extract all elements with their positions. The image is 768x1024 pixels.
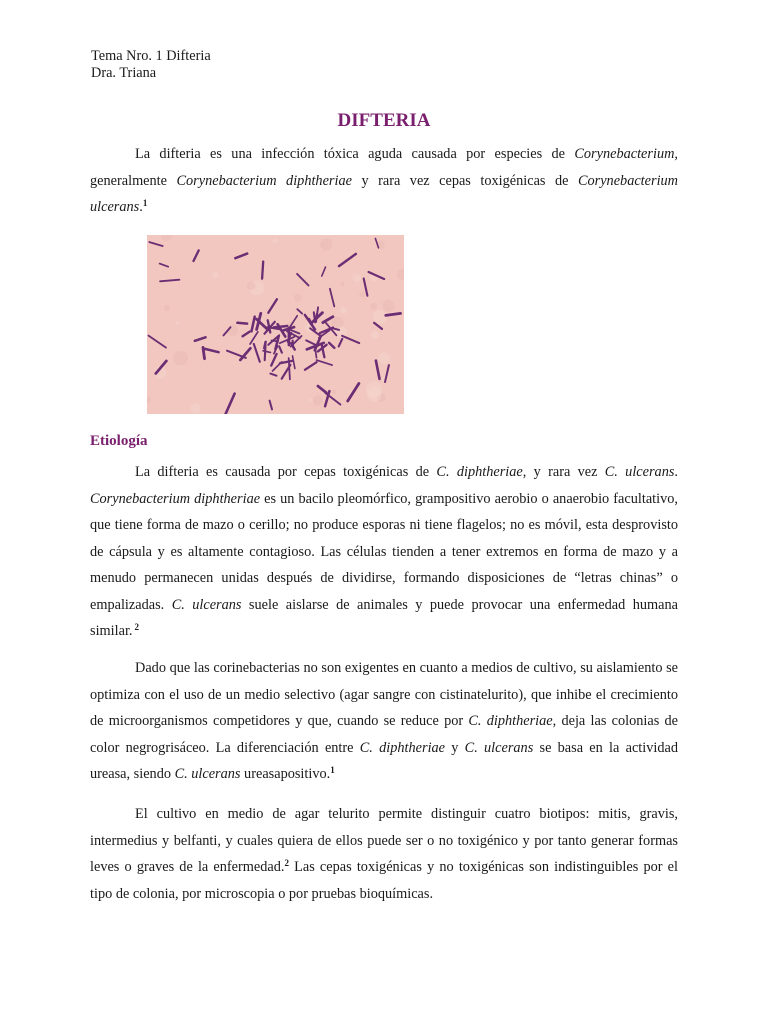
- stain-texture: [313, 395, 323, 405]
- stain-texture: [294, 294, 302, 302]
- etiologia-paragraph-2: Dado que las corinebacterias no son exigentes en cuanto a medios de cultivo, su aislamiento se optimiza con el uso de un medio selectivo (agar sangre con cistinatelurito), que inhibe el crecimiento de microorganismos competidores y que, cuando se reduce por C. diphtheriae, deja las colonias de color negrogrisáceo. La diferenciación entre C. diphtheriae y C. ulcerans se basa en la actividad ureasa, siendo C. ulcerans ureasapositivo.$^1$: [90, 660, 678, 782]
- header-topic: Tema Nro. 1 Difteria: [91, 48, 211, 64]
- etiologia-paragraph-3: El cultivo en medio de agar telurito permite distinguir cuatro biotipos: mitis, gravis, intermedius y belfanti, y cuales quiera de ellos puede ser o no toxigénico y por tanto generar formas leves o graves de la enfermedad.$^2$ Las cepas toxigénicas y no toxigénicas son indistinguibles por el tipo de colonia, por microscopia o por pruebas bioquímicas.: [90, 806, 678, 902]
- citation-ref: 2: [134, 622, 139, 632]
- stain-texture: [382, 300, 394, 312]
- document-title: DIFTERIA: [337, 110, 431, 131]
- stain-texture: [340, 307, 347, 314]
- stain-texture: [190, 403, 201, 414]
- stain-texture: [247, 282, 255, 290]
- stain-texture: [332, 390, 337, 395]
- page-header: [91, 48, 211, 82]
- stain-texture: [359, 292, 365, 298]
- stain-texture: [173, 351, 188, 366]
- stain-texture: [212, 272, 219, 279]
- stain-texture: [370, 303, 377, 310]
- bacillus: [386, 313, 401, 315]
- intro-paragraph: La difteria es una infección tóxica aguda causada por especies de Corynebacterium, generalmente Corynebacterium diphtheriae y rara vez cepas toxigénicas de Corynebacterium ulcerans.$^1$: [90, 146, 679, 215]
- etiologia-paragraph-1: La difteria es causada por cepas toxigénicas de C. diphtheriae, y rara vez C. ulcerans. Corynebacterium diphtheriae es un bacilo pleomórfico, grampositivo aerobio o anaerobio facultativo, que tiene forma de mazo o cerillo; no produce esporas ni tiene flagelos; no es móvil, esta desprovisto de cápsula y es altamente contagioso. Las células tienden a tener extremos en forma de mazo y a menudo permanecen unidas después de dividirse, formando disposiciones de “letras chinas” o empalizadas. C. ulcerans suele aislarse de animales y puede provocar una enfermedad humana similar. $^2$: [90, 464, 678, 639]
- stain-texture: [272, 238, 277, 243]
- stain-texture: [309, 398, 313, 402]
- micrograph-background: [147, 235, 404, 414]
- citation-ref: 1: [330, 765, 335, 775]
- header-author: Dra. Triana: [91, 65, 157, 81]
- stain-texture: [175, 321, 179, 325]
- bacillus: [237, 323, 247, 324]
- stain-texture: [371, 331, 379, 339]
- stain-texture: [320, 239, 332, 251]
- citation-ref: 2: [284, 858, 289, 868]
- stain-texture: [378, 352, 390, 364]
- stain-texture: [164, 305, 170, 311]
- bacillus: [264, 342, 265, 348]
- bacteria-micrograph: [147, 235, 404, 414]
- bacillus: [203, 347, 205, 358]
- intro-section: [90, 141, 678, 221]
- bacillus: [293, 341, 294, 348]
- section-heading-etiologia: Etiología: [90, 433, 148, 449]
- stain-texture: [366, 381, 382, 397]
- citation-ref: 1: [142, 198, 148, 208]
- bacillus: [262, 262, 263, 279]
- stain-texture: [341, 282, 345, 286]
- stain-texture: [353, 274, 361, 282]
- micrograph-image: [147, 235, 404, 414]
